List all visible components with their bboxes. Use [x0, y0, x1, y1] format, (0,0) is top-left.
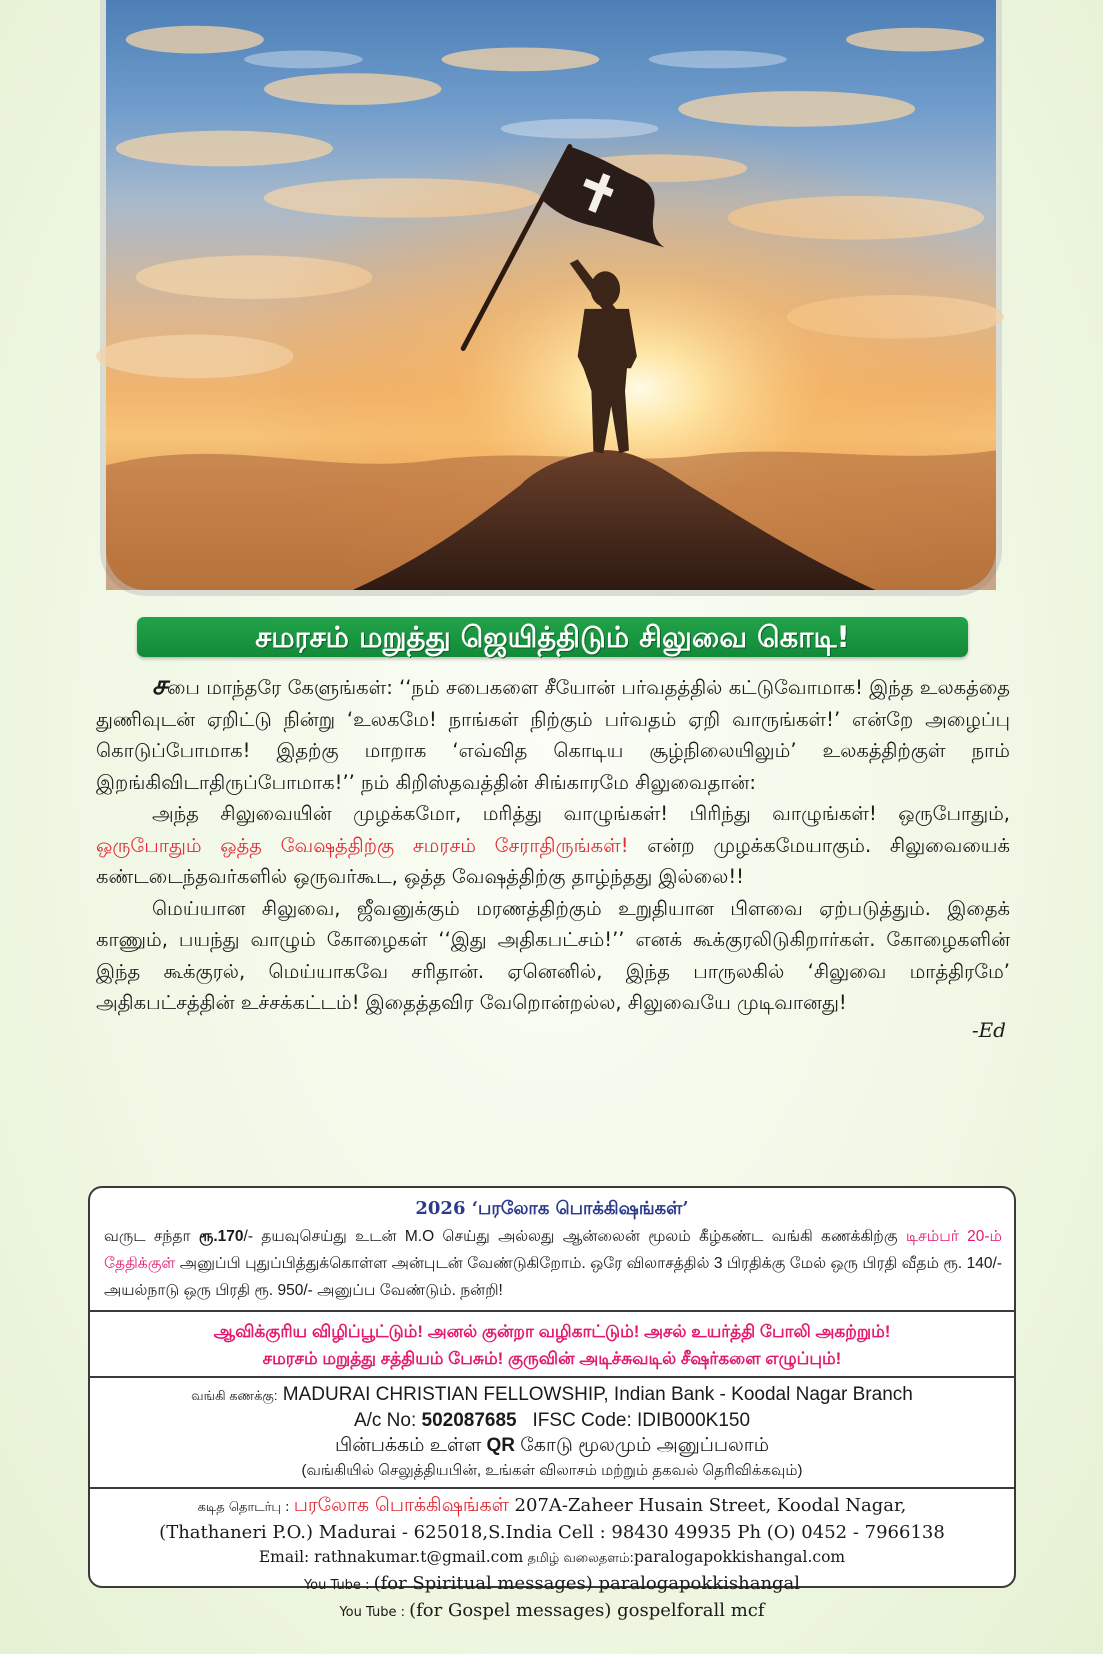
bank-name: MADURAI CHRISTIAN FELLOWSHIP, Indian Bank - Koodal Nagar Branch	[282, 1384, 913, 1405]
bank-payment-note: (வங்கியில் செலுத்தியபின், உங்கள் விலாசம் மற்றும் தகவல் தெரிவிக்கவும்)	[301, 1462, 803, 1479]
website-label: தமிழ் வலைதளம்:	[523, 1551, 634, 1566]
editorial-article	[96, 670, 1010, 1046]
subscription-price: ரூ.170	[198, 1228, 244, 1245]
qr-text-c: கோடு மூலமும் அனுப்பலாம்	[515, 1435, 770, 1456]
subscription-text-a: வருட சந்தா	[104, 1228, 199, 1245]
editor-signature: -Ed	[971, 1017, 1006, 1042]
youtube-label: You Tube :	[339, 1605, 410, 1620]
subscription-section	[90, 1198, 1014, 1312]
address-line-2: (Thathaneri P.O.) Madurai - 625018,S.India Cell : 98430 49935 Ph (O) 0452 - 7966138	[159, 1522, 945, 1543]
article-title-banner	[137, 617, 968, 657]
paragraph-3: மெய்யான சிலுவை, ஜீவனுக்கும் மரணத்திற்கும் உறுதியான பிளவை ஏற்படுத்தும். இதைக் காணும், பயந்து வாழும் கோழைகள் ‘‘இது அதிகபட்சம்!’’ எனக் கூக்குரலிடுகிறார்கள். கோழைகளின் இந்த கூக்குரல், மெய்யாகவே சரிதான். ஏனெனில், இந்த பாருலகில் ‘சிலுவை மாத்திரமே’ அதிகபட்சத்தின் உச்சக்கட்டம்! இதைத்தவிர வேறொன்றல்ல, சிலுவையே முடிவானது!	[96, 896, 1010, 1014]
youtube-channel-1[interactable]: (for Spiritual messages) paralogapokkishangal	[373, 1573, 801, 1594]
qr-note	[98, 1433, 1006, 1458]
deadline: டிசம்பர் 20-ம் தேதிக்குள்	[104, 1228, 1003, 1272]
ifsc-code: IFSC Code: IDIB000K150	[532, 1410, 751, 1431]
article-title: சமரசம் மறுத்து ஜெயித்திடும் சிலுவை கொடி!	[255, 620, 850, 654]
contact-line-1	[98, 1493, 1006, 1520]
subscription-text-b: /- தயவுசெய்து உடன் M.O செய்து அல்லது ஆன்லைன் மூலம் கீழ்கண்ட வங்கி கணக்கிற்கு	[243, 1228, 906, 1245]
paragraph-1	[96, 670, 1010, 798]
address-line-1: 207A-Zaheer Husain Street, Koodal Nagar,	[508, 1495, 907, 1516]
contact-label: கடித தொடர்பு :	[197, 1500, 294, 1515]
qr-text-a: பின்பக்கம் உள்ள	[334, 1435, 487, 1456]
contact-section	[90, 1489, 1014, 1627]
acno-label: A/c No:	[353, 1410, 422, 1431]
slogan-line-1: ஆவிக்குரிய விழிப்பூட்டும்! அனல் குன்றா வழிகாட்டும்! அசல் உயர்த்தி போலி அகற்றும்!	[213, 1322, 891, 1341]
subscription-text	[90, 1221, 1014, 1310]
bank-label: வங்கி கணக்கு:	[191, 1388, 278, 1403]
slogan-line-2: சமரசம் மறுத்து சத்தியம் பேசும்! குருவின் அடிச்சுவடில் சீஷர்களை எழுப்பும்!	[262, 1349, 842, 1368]
bank-details-section	[90, 1378, 1014, 1489]
bank-account-name	[98, 1382, 1006, 1408]
organization-name: பரலோக பொக்கிஷங்கள்	[293, 1494, 509, 1516]
youtube-line-1	[98, 1571, 1006, 1598]
youtube-channel-2[interactable]: (for Gospel messages) gospelforall mcf	[409, 1600, 765, 1621]
paragraph-2-text-b: என்ற முழக்கமேயாகும். சிலுவையைக் கண்டடைந்தவர்களில் ஒருவர்கூட, ஒத்த வேஷத்திற்கு தாழ்ந்தது இல்லை!!	[96, 833, 1010, 888]
youtube-line-2	[98, 1598, 1006, 1625]
paragraph-1-text: பை மாந்தரே கேளுங்கள்: ‘‘நம் சபைகளை சீயோன் பர்வதத்தில் கட்டுவோமாக! இந்த உலகத்தை துணிவுடன் ஏறிட்டு நின்று ‘உலகமே! நாங்கள் நிற்கும் பர்வதம் ஏறி வாருங்கள்!’ என்றே அழைப்பு கொடுப்போமாக! இதற்கு மாறாக ‘எவ்வித கொடிய சூழ்நிலையிலும்’ உலகத்திற்குள் நாம் இறங்கிவிடாதிருப்போமாக!’’ நம் கிறிஸ்தவத்தின் சிங்காரமே சிலுவைதான்:	[96, 676, 1010, 794]
website-link[interactable]: paralogapokkishangal.com	[633, 1548, 846, 1566]
youtube-label: You Tube :	[303, 1578, 374, 1593]
qr-text-b: QR	[486, 1435, 516, 1456]
slogans-section	[90, 1312, 1014, 1378]
dropcap: ச	[152, 670, 167, 701]
contact-line-3	[98, 1545, 1006, 1571]
subscription-text-c: அனுப்பி புதுப்பித்துக்கொள்ள அன்புடன் வேண்டுகிறோம். ஒரே விலாசத்தில் 3 பிரதிக்கு மேல் ஒரு பிரதி வீதம் ரூ. 140/- அயல்நாடு ஒரு பிரதி ரூ. 950/- அனுப்ப வேண்டும். நன்றி!	[104, 1255, 1002, 1299]
subscription-info-box	[88, 1186, 1016, 1621]
sunrise-flag-illustration	[106, 0, 996, 590]
paragraph-2	[96, 798, 1010, 893]
hero-image	[100, 0, 1002, 596]
paragraph-2-text-a: அந்த சிலுவையின் முழக்கமோ, மரித்து வாழுங்கள்! பிரிந்து வாழுங்கள்! ஒருபோதும்,	[152, 802, 1010, 825]
subscription-title: 2026 ‘பரலோக பொக்கிஷங்கள்’	[415, 1198, 689, 1219]
bank-account-numbers	[98, 1408, 1006, 1433]
highlighted-phrase: ஒருபோதும் ஒத்த வேஷத்திற்கு சமரசம் சேராதிருங்கள்!	[96, 833, 629, 857]
account-number: 502087685	[421, 1410, 517, 1431]
email-link[interactable]: Email: rathnakumar.t@gmail.com	[258, 1548, 524, 1566]
